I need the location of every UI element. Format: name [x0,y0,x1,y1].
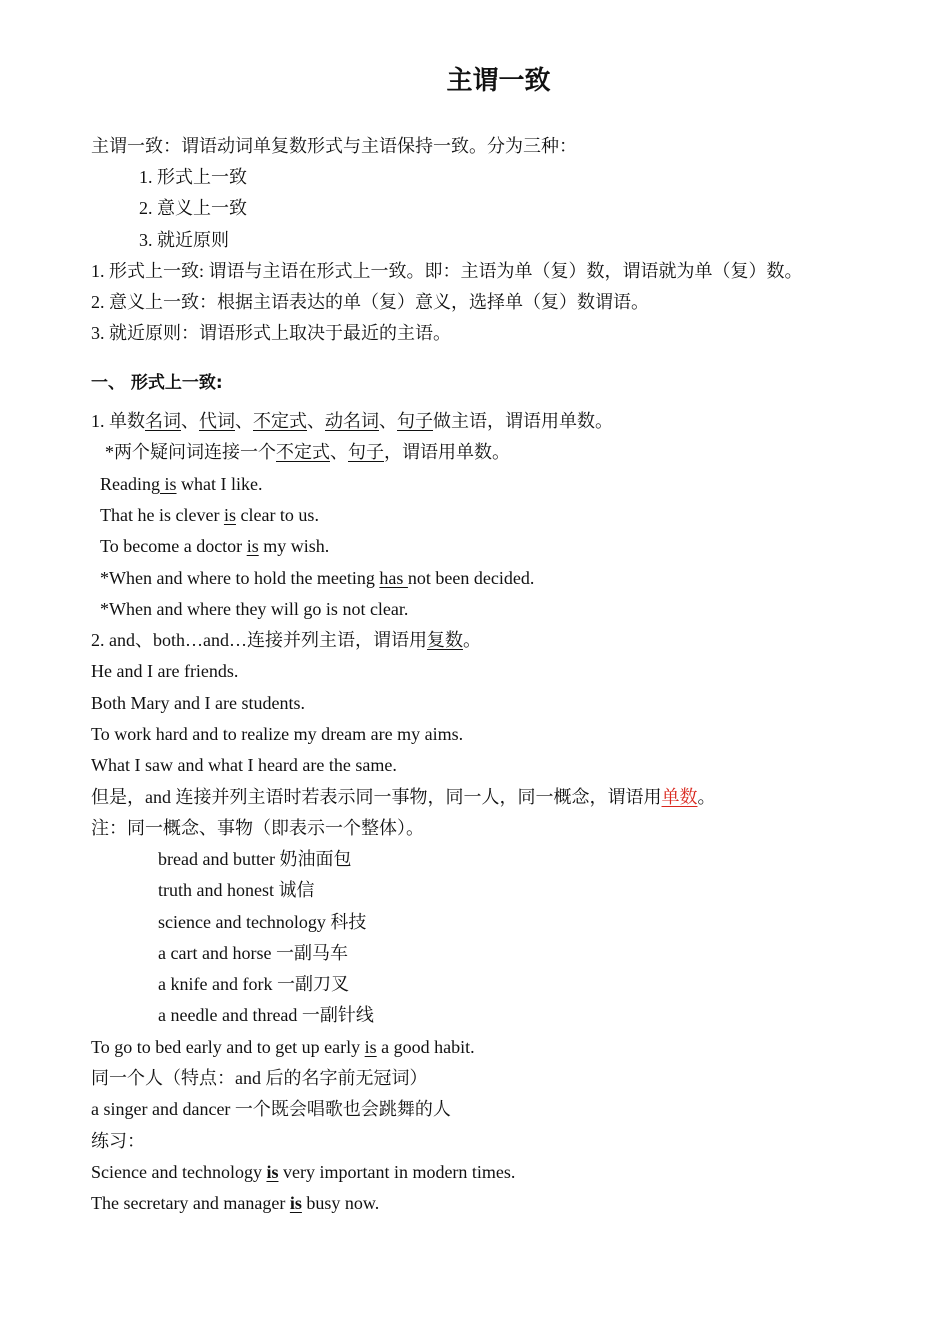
example-sentence [100,534,329,558]
term-infinitive: 不定式 [253,411,307,431]
term-infinitive: 不定式 [276,442,330,462]
rule-text: 3. 就近原则：谓语形式上取决于最近的主语。 [91,323,451,343]
phrase-item: a knife and fork 一副刀叉 [158,974,349,994]
type-item: 1. 形式上一致 [139,167,247,187]
answer-verb: is [289,1193,302,1213]
example-sentence: He and I are friends. [91,661,239,681]
separator: 、 [307,411,325,431]
phrase-item: a cart and horse 一副马车 [158,943,348,963]
term-plural: 复数 [426,630,463,650]
example-text: To go to bed early and to get up early [91,1037,365,1057]
exception-note [91,785,716,809]
separator: 、 [379,411,397,431]
note-prefix: *两个疑问词连接一个 [105,442,276,462]
example-sentence: a singer and dancer 一个既会唱歌也会跳舞的人 [91,1099,451,1119]
example-text: The secretary and manager [91,1193,290,1213]
page-title: 主谓一致 [446,66,551,96]
point-1 [91,409,613,433]
term-noun: 名词 [145,411,181,431]
rule-text: 1. 形式上一致: 谓语与主语在形式上一致。即：主语为单（复）数，谓语就为单（复）数。 [91,261,803,281]
example-text: what I like. [176,474,263,494]
separator: 、 [181,411,199,431]
example-text: clear to us. [235,505,319,525]
verb-highlight: is [160,474,177,494]
note-text: 。 [697,787,716,807]
practice-label: 练习： [91,1131,145,1151]
type-item: 3. 就近原则 [139,230,229,250]
example-text: not been decided. [407,568,535,588]
example-sentence [100,472,263,496]
example-text: To become a doctor [100,536,247,556]
phrase-item: truth and honest 诚信 [158,880,315,900]
point-suffix: 做主语，谓语用单数。 [433,411,613,431]
example-text: That he is clever [100,505,224,525]
note-1 [105,440,510,464]
example-text: Science and technology [91,1162,267,1182]
type-item: 2. 意义上一致 [139,198,247,218]
note-2: 注：同一概念、事物（即表示一个整体）。 [91,818,424,838]
example-sentence [91,1035,475,1059]
verb-highlight: is [246,536,259,556]
example-text: my wish. [258,536,330,556]
example-text: *When and where to hold the meeting [100,568,380,588]
definition-text: 主谓一致：谓语动词单复数形式与主语保持一致。分为三种： [91,136,577,156]
phrase-item: science and technology 科技 [158,912,367,932]
rule-text: 2. 意义上一致：根据主语表达的单（复）意义，选择单（复）数谓语。 [91,292,649,312]
example-sentence: What I saw and what I heard are the same. [91,755,397,775]
note-suffix: ，谓语用单数。 [384,442,510,462]
verb-highlight: is [364,1037,377,1057]
verb-highlight: is [223,505,236,525]
example-sentence [100,566,534,590]
phrase-item: a needle and thread 一副针线 [158,1005,374,1025]
term-clause: 句子 [397,411,433,431]
section-heading: 一、 形式上一致: [91,373,223,393]
term-gerund: 动名词 [325,411,379,431]
term-singular: 单数 [661,787,698,807]
example-text: a good habit. [376,1037,475,1057]
example-text: very important in modern times. [278,1162,516,1182]
point-text: 。 [462,630,481,650]
term-clause: 句子 [348,442,384,462]
point-2 [91,628,481,652]
term-pronoun: 代词 [199,411,235,431]
example-text: Reading [100,474,160,494]
example-text: busy now. [301,1193,380,1213]
phrase-item: bread and butter 奶油面包 [158,849,352,869]
note-text: 但是，and 连接并列主语时若表示同一事物，同一人，同一概念，谓语用 [91,787,662,807]
example-sentence: *When and where they will go is not clear. [100,599,409,619]
same-person-note: 同一个人（特点：and 后的名字前无冠词） [91,1068,428,1088]
practice-sentence [91,1160,515,1184]
separator: 、 [330,442,348,462]
verb-highlight: has [379,568,408,588]
separator: 、 [235,411,253,431]
answer-verb: is [266,1162,279,1182]
point-text: 2. and、both…and…连接并列主语，谓语用 [91,630,427,650]
example-sentence: Both Mary and I are students. [91,693,305,713]
example-sentence: To work hard and to realize my dream are my aims. [91,724,464,744]
point-prefix: 1. 单数 [91,411,145,431]
example-sentence [100,503,319,527]
practice-sentence [91,1191,379,1215]
